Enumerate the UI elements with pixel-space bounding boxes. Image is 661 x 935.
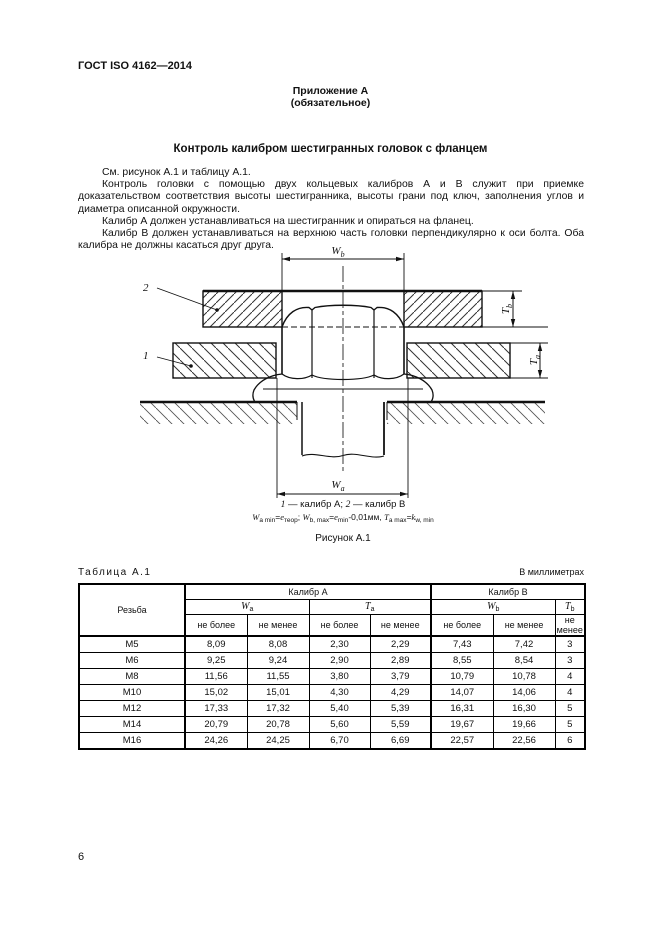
appendix-header <box>78 85 583 109</box>
cell-thread: M16 <box>79 733 185 750</box>
table-row <box>79 636 585 653</box>
doc-code: ГОСТ ISO 4162—2014 <box>78 60 193 72</box>
cell: 4,29 <box>370 685 431 701</box>
cell: 5,40 <box>309 701 370 717</box>
cell: 11,55 <box>247 669 309 685</box>
dimension-ta <box>510 343 548 378</box>
table-row <box>79 653 585 669</box>
cell: 5,60 <box>309 717 370 733</box>
figure-number: Рисунок А.1 <box>315 533 371 544</box>
section-title: Контроль калибром шестигранных головок с фланцем <box>173 143 488 155</box>
cell-thread: M14 <box>79 717 185 733</box>
cell: 7,43 <box>431 636 493 653</box>
table-caption <box>78 567 584 578</box>
cell: 20,78 <box>247 717 309 733</box>
appendix-title: Приложение А <box>292 85 369 97</box>
cell: 5 <box>555 701 585 717</box>
header-gauge-a: Калибр А <box>185 584 431 600</box>
cell: 3 <box>555 636 585 653</box>
cell: 20,79 <box>185 717 247 733</box>
page-number: 6 <box>78 851 85 863</box>
cell: 6,69 <box>370 733 431 750</box>
cell: 4 <box>555 669 585 685</box>
header-row-groups <box>79 584 585 600</box>
cell-thread: M10 <box>79 685 185 701</box>
cell: 4,30 <box>309 685 370 701</box>
cell: 2,89 <box>370 653 431 669</box>
paragraph-see: См. рисунок А.1 и таблицу А.1. <box>102 167 251 178</box>
appendix-subtitle: (обязательное) <box>290 97 371 109</box>
header-limit: не менее <box>370 615 431 637</box>
leader-label-1: 1 <box>143 350 149 362</box>
table-row <box>79 717 585 733</box>
hex-head <box>282 305 404 378</box>
cell: 4 <box>555 685 585 701</box>
dim-label-wa: $W_a$ <box>331 479 345 493</box>
cell: 24,26 <box>185 733 247 750</box>
cell: 9,24 <box>247 653 309 669</box>
cell: 3,80 <box>309 669 370 685</box>
cell: 22,57 <box>431 733 493 750</box>
cell-thread: M5 <box>79 636 185 653</box>
header-limit: не более <box>431 615 493 637</box>
cell: 2,29 <box>370 636 431 653</box>
header-thread: Резьба <box>79 584 185 636</box>
cell-thread: M6 <box>79 653 185 669</box>
dim-label-wb: $W_b$ <box>331 245 345 259</box>
table-row <box>79 669 585 685</box>
cell: 5,39 <box>370 701 431 717</box>
table-units: В миллиметрах <box>519 567 584 577</box>
cell: 5,59 <box>370 717 431 733</box>
cell: 8,09 <box>185 636 247 653</box>
header-limit: не менее <box>493 615 555 637</box>
cell: 8,54 <box>493 653 555 669</box>
header-ta: $T_a$ <box>309 600 431 615</box>
cell: 15,02 <box>185 685 247 701</box>
cell: 3 <box>555 653 585 669</box>
header-gauge-b: Калибр В <box>431 584 585 600</box>
dimension-tb <box>482 291 548 327</box>
header-limit: не менее <box>555 615 585 637</box>
cell-thread: M8 <box>79 669 185 685</box>
table-a1 <box>78 583 586 750</box>
dim-label-ta: $T_a$ <box>528 354 542 366</box>
cell: 16,31 <box>431 701 493 717</box>
leader-label-2: 2 <box>143 282 149 294</box>
figure-drawing <box>0 240 661 500</box>
cell: 15,01 <box>247 685 309 701</box>
paragraph-control: Контроль головки с помощью двух кольцевых калибров А и В служит при приемке доказательством соответствия высоты шестигранника, высоты грани под ключ, заполнения углов и диаметра описанной окружности. <box>78 179 584 215</box>
cell-thread: M12 <box>79 701 185 717</box>
cell: 16,30 <box>493 701 555 717</box>
cell: 6 <box>555 733 585 750</box>
table-row <box>79 701 585 717</box>
cell: 8,55 <box>431 653 493 669</box>
cell: 9,25 <box>185 653 247 669</box>
header-tb: $T_b$ <box>555 600 585 615</box>
cell: 8,08 <box>247 636 309 653</box>
table-row <box>79 685 585 701</box>
legend-item-text: — калибр В <box>350 499 406 510</box>
cell: 17,32 <box>247 701 309 717</box>
cell: 5 <box>555 717 585 733</box>
cell: 11,56 <box>185 669 247 685</box>
paragraph-gauge-b: Калибр В должен устанавливаться на верхнюю часть головки перпендикулярно к оси болта. Оба калибра не должны касаться друг друга. <box>78 228 584 252</box>
cell: 10,79 <box>431 669 493 685</box>
cell: 14,06 <box>493 685 555 701</box>
cell: 2,90 <box>309 653 370 669</box>
header-limit: не более <box>185 615 247 637</box>
dim-label-tb: $T_b$ <box>500 303 514 315</box>
cell: 24,25 <box>247 733 309 750</box>
cell: 22,56 <box>493 733 555 750</box>
cell: 2,30 <box>309 636 370 653</box>
ground <box>140 402 545 424</box>
cell: 19,67 <box>431 717 493 733</box>
header-limit: не более <box>309 615 370 637</box>
header-wa: $W_a$ <box>185 600 309 615</box>
cell: 14,07 <box>431 685 493 701</box>
dimension-wa <box>277 378 408 498</box>
cell: 3,79 <box>370 669 431 685</box>
cell: 6,70 <box>309 733 370 750</box>
table-label: Таблица А.1 <box>78 567 152 578</box>
legend-item-number: 2 <box>345 500 351 510</box>
header-limit: не менее <box>247 615 309 637</box>
cell: 17,33 <box>185 701 247 717</box>
cell: 19,66 <box>493 717 555 733</box>
paragraph-gauge-a: Калибр А должен устанавливаться на шестигранник и опираться на фланец. <box>102 215 474 227</box>
figure-legend <box>83 499 603 510</box>
figure-formula: $W_{a min}=e_{теор}$; $W_{b, max}=e_{min}-0,01мм$, $T_{a max}=k_{w, min}$ <box>252 512 434 524</box>
header-wb: $W_b$ <box>431 600 555 615</box>
gauge-a <box>173 343 510 378</box>
legend-item-text: — калибр А; <box>285 499 346 510</box>
table-row <box>79 733 585 750</box>
cell: 7,42 <box>493 636 555 653</box>
gauge-b <box>203 291 482 327</box>
cell: 10,78 <box>493 669 555 685</box>
legend-item-number: 1 <box>280 500 286 510</box>
